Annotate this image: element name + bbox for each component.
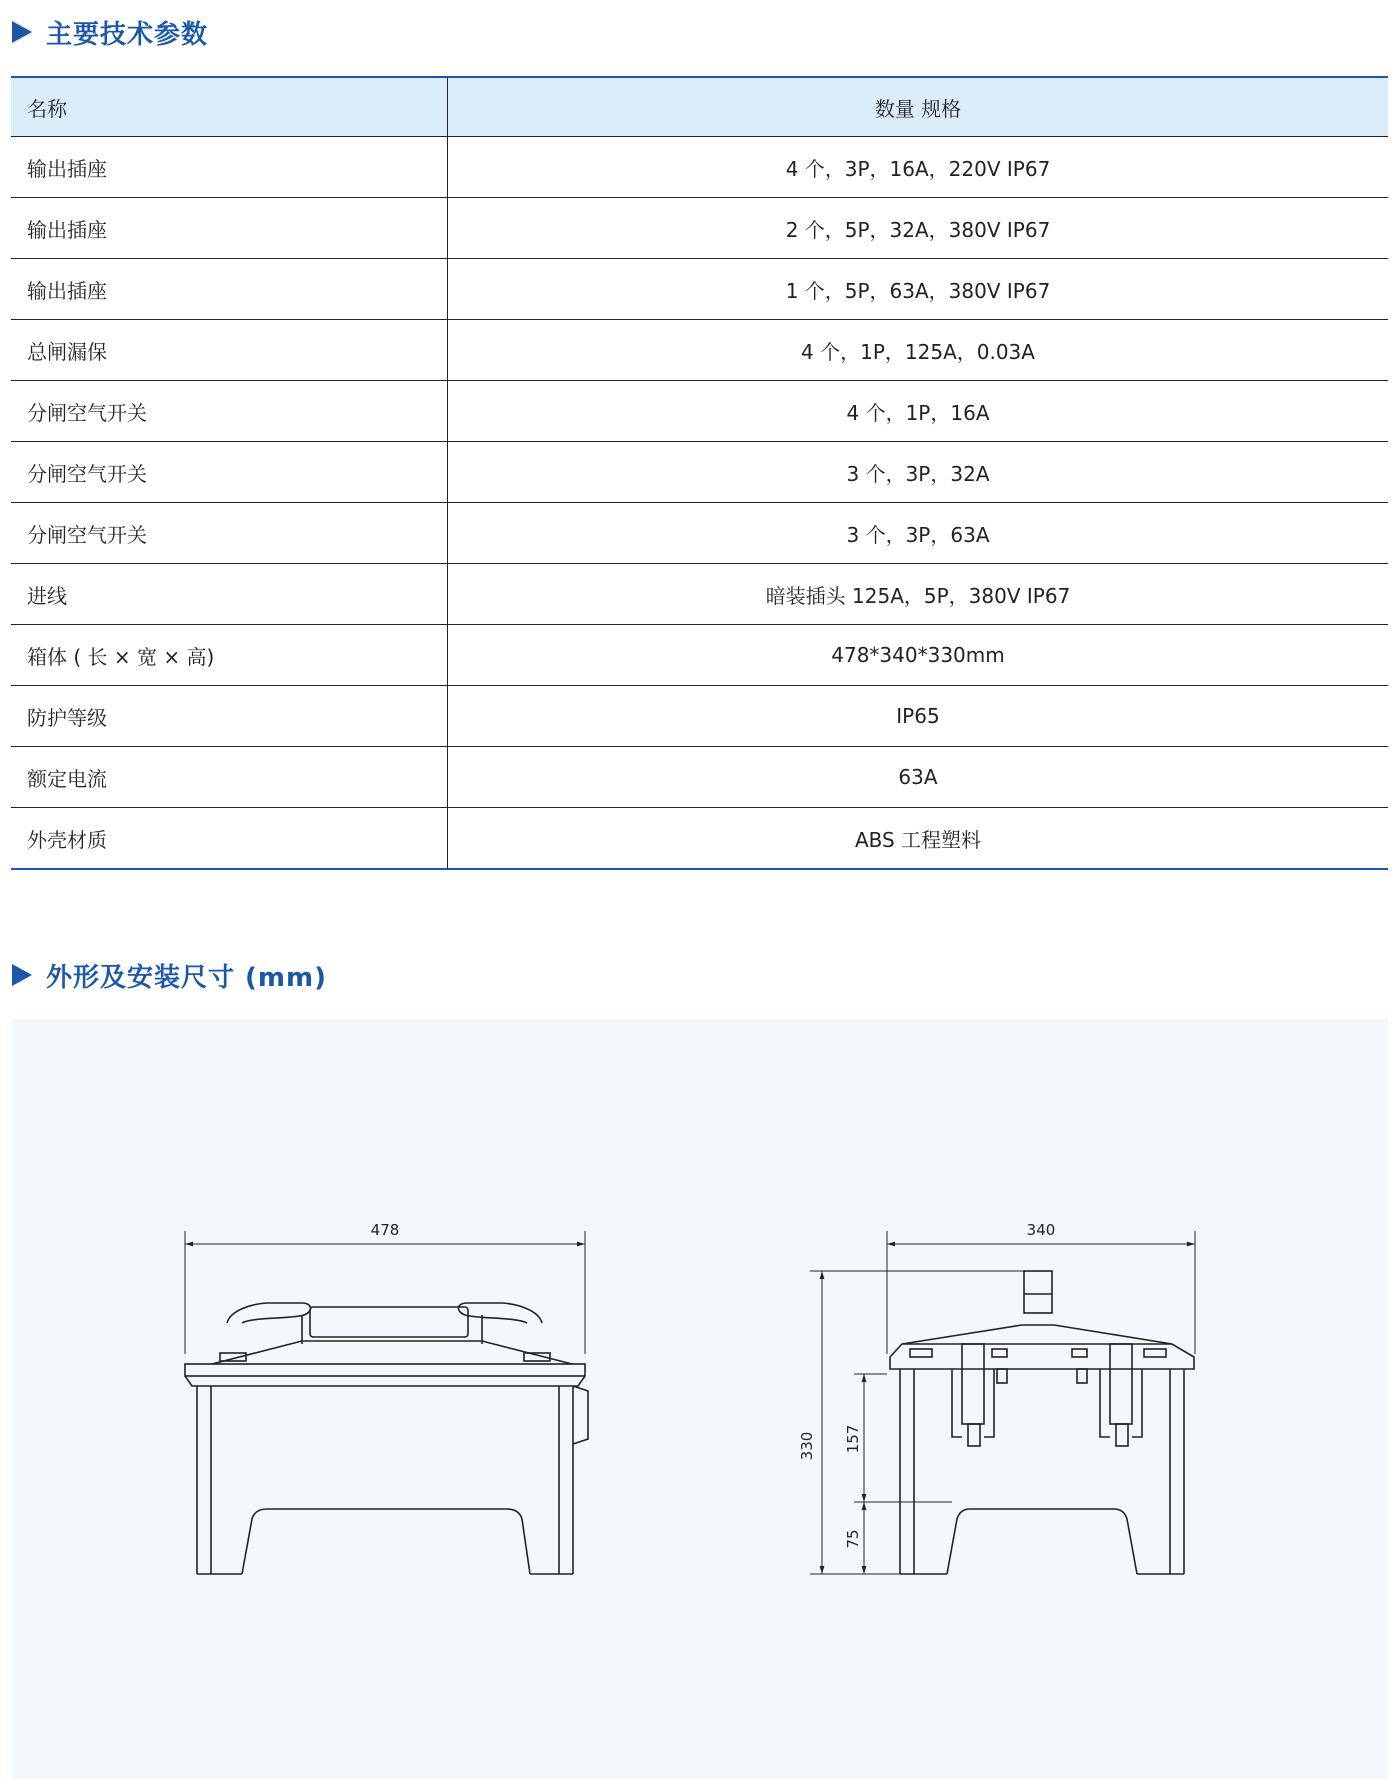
table-row (11, 503, 1388, 564)
row-spec: 3 个，3P，32A (448, 442, 1389, 503)
table-row (11, 625, 1388, 686)
row-name: 防护等级 (11, 686, 448, 747)
row-name: 分闸空气开关 (11, 503, 448, 564)
table-row (11, 259, 1388, 320)
table-row (11, 198, 1388, 259)
table-row (11, 686, 1388, 747)
section-title-text: 外形及安装尺寸 (mm) (46, 962, 328, 993)
mid-height-label: 157 (844, 1424, 862, 1454)
front-view-drawing (185, 1221, 588, 1574)
row-spec: 暗装插头 125A，5P，380V IP67 (448, 564, 1389, 625)
dimension-drawing-panel (12, 1019, 1388, 1779)
row-name: 输出插座 (11, 259, 448, 320)
row-name: 分闸空气开关 (11, 381, 448, 442)
row-name: 总闸漏保 (11, 320, 448, 381)
front-width-label: 478 (370, 1221, 400, 1239)
row-spec: 3 个，3P，63A (448, 503, 1389, 564)
row-name: 输出插座 (11, 137, 448, 198)
table-row (11, 137, 1388, 198)
row-spec: 4 个，3P，16A，220V IP67 (448, 137, 1389, 198)
table-row (11, 747, 1388, 808)
row-spec: ABS 工程塑料 (448, 808, 1389, 870)
triangle-bullet-icon (12, 964, 32, 986)
row-spec: 2 个，5P，32A，380V IP67 (448, 198, 1389, 259)
section-title-text: 主要技术参数 (46, 19, 209, 50)
table-row (11, 564, 1388, 625)
row-name: 进线 (11, 564, 448, 625)
table-row (11, 442, 1388, 503)
dimension-drawings (12, 1019, 1388, 1779)
row-name: 输出插座 (11, 198, 448, 259)
row-name: 分闸空气开关 (11, 442, 448, 503)
row-name: 箱体 ( 长 × 宽 × 高) (11, 625, 448, 686)
column-header-name: 名称 (11, 77, 448, 137)
row-spec: IP65 (448, 686, 1389, 747)
total-height-label: 330 (798, 1431, 816, 1461)
triangle-bullet-icon (12, 21, 32, 43)
foot-height-label: 75 (844, 1529, 862, 1549)
table-row (11, 320, 1388, 381)
row-spec: 478*340*330mm (448, 625, 1389, 686)
side-view-drawing (798, 1221, 1195, 1574)
side-width-label: 340 (1026, 1221, 1056, 1239)
row-name: 额定电流 (11, 747, 448, 808)
spec-table (11, 76, 1388, 870)
section-title-specs (12, 12, 208, 52)
table-header-row (11, 77, 1388, 137)
row-spec: 1 个，5P，63A，380V IP67 (448, 259, 1389, 320)
section-title-dimensions (12, 955, 327, 995)
column-header-spec: 数量 规格 (448, 77, 1389, 137)
row-spec: 4 个，1P，16A (448, 381, 1389, 442)
row-spec: 4 个，1P，125A，0.03A (448, 320, 1389, 381)
table-row (11, 381, 1388, 442)
row-name: 外壳材质 (11, 808, 448, 870)
row-spec: 63A (448, 747, 1389, 808)
table-row (11, 808, 1388, 870)
